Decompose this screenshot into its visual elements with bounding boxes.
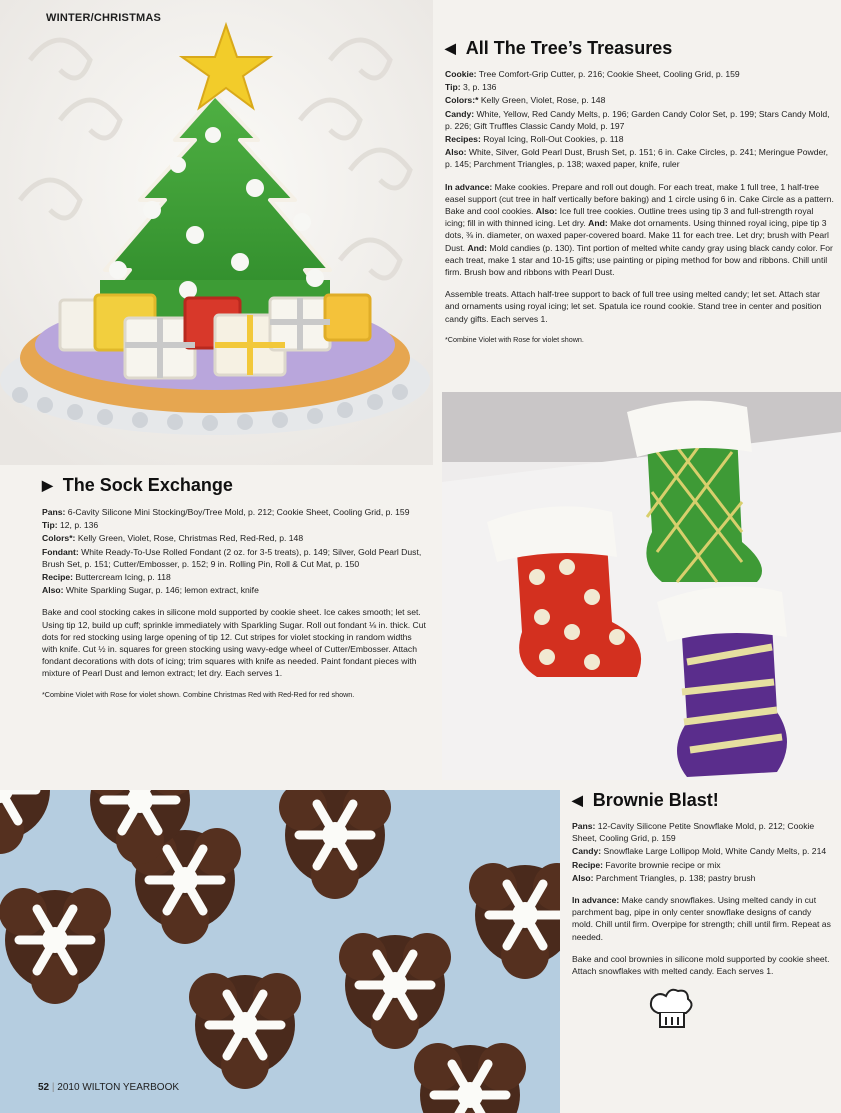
tree-cookie-photo (0, 0, 433, 465)
chef-hat-icon (646, 985, 696, 1035)
footer-divider: | (51, 1082, 58, 1093)
publication-name: 2010 WILTON YEARBOOK (57, 1082, 180, 1093)
tree-heading (445, 38, 835, 59)
spec-line: Tip: 12, p. 136 (42, 520, 99, 531)
right-arrow-icon: ▶ (42, 477, 53, 493)
brownie-heading (572, 790, 832, 811)
spec-line: Also: White, Silver, Gold Pearl Dust, Brush Set, p. 151; 6 in. Cake Circles, p. 241; Meringue Powder, p. 145; Parchment Triangles, p. 138; waxed paper, knife, ruler (445, 147, 829, 170)
spec-line: Recipe: Favorite brownie recipe or mix (572, 859, 721, 870)
stocking-photo (442, 392, 841, 780)
spec-line: Also: White Sparkling Sugar, p. 146; lemon extract, knife (42, 585, 259, 596)
section-label: WINTER/CHRISTMAS (46, 12, 162, 24)
spec-line: Also: Parchment Triangles, p. 138; pastry brush (572, 872, 756, 883)
tree-specs (445, 68, 835, 345)
brownie-photo (0, 790, 560, 1113)
spec-line: Cookie: Tree Comfort-Grip Cutter, p. 216; Cookie Sheet, Cooling Grid, p. 159 (445, 69, 740, 79)
brownie-title: Brownie Blast! (592, 790, 719, 810)
tree-assemble: Assemble treats. Attach half-tree support to back of full tree using melted candy; let set. Attach star and ornaments using royal icing; let set. Spatula ice round cookie. Stand tree in center and position candy gifts. Each serves 1. (445, 289, 822, 324)
page-number: 52 (38, 1082, 50, 1093)
left-arrow-icon: ◀ (572, 792, 583, 808)
page-footer (38, 1082, 179, 1093)
tree-title: All The Tree’s Treasures (465, 38, 673, 58)
tree-recipe (445, 38, 835, 346)
brownie-specs (572, 820, 832, 977)
spec-line: Tip: 3, p. 136 (445, 82, 497, 93)
spec-line: Candy: Snowflake Large Lollipop Mold, White Candy Melts, p. 214 (572, 846, 827, 857)
spec-line: Pans: 12-Cavity Silicone Petite Snowflake Mold, p. 212; Cookie Sheet, Cooling Grid, p. 159 (572, 821, 815, 844)
spec-line: Recipes: Royal Icing, Roll-Out Cookies, p. 118 (445, 134, 624, 145)
brownie-advance: In advance: Make candy snowflakes. Using melted candy in cut parchment bag, pipe in only center snowflake designs of candy mold. Chill until firm. Overpipe for strength; chill until firm. Repeat as needed. (572, 895, 831, 942)
sock-note: *Combine Violet with Rose for violet shown. Combine Christmas Red with Red-Red for red shown. (42, 689, 355, 699)
tree-advance: In advance: Make cookies. Prepare and roll out dough. For each treat, make 1 full tree, 1 half-tree easel support (cut tree in half vertically before baking) and 1 circle using 6 in. Cake Circle as a pattern. Bake and cool cookies. Also: Ice full tree cookies. Outline trees using tip 3 and full-strength royal icing; fill in with thinned icing. Let dry. And: Make dot ornaments. Using thinned royal icing, pipe tip 3 dots, ⅜ in. diameter, on waxed paper-covered board. Make 11 for each tree. Let dry; brush with Pearl Dust. And: Mold candies (p. 130). Tint portion of melted white candy gray using black candy color. For each treat, make 1 star and 10-15 gifts; use painting or piping method for bow and ribbons. Chill until firm. Brush bow and ribbons with Pearl Dust. (445, 181, 834, 278)
tree-note: *Combine Violet with Rose for violet shown. (445, 334, 584, 344)
spec-line: Fondant: White Ready-To-Use Rolled Fondant (2 oz. for 3-5 treats), p. 149; Silver, Gold Pearl Dust, Brush Set, p. 151; Cutter/Embosser, p. 152; 9 in. Rolling Pin, Roll & Cut Mat, p. 150 (42, 546, 422, 569)
spec-line: Colors*: Kelly Green, Violet, Rose, Christmas Red, Red-Red, p. 148 (42, 533, 304, 544)
brownie-method: Bake and cool brownies in silicone mold supported by cookie sheet. Attach snowflakes with melted candy. Each serves 1. (572, 953, 830, 977)
sock-method: Bake and cool stocking cakes in silicone mold supported by cookie sheet. Ice cakes smooth; let set. Using tip 12, build up cuff; sprinkle immediately with Sparkling Sugar. Roll out fondant ⅛ in. thick. Cut dots for red stocking using large opening of tip 12. Cut stripes for violet stocking in random widths with knife. Cut ½ in. squares for green stocking using wavy-edge wheel of Cutter/Embosser. Attach fondant decorations with dots of icing; trim squares with knife as needed. Paint fondant pieces with mixture of Pearl Dust and lemon extract; let dry. Each serves 1. (42, 607, 426, 679)
sock-specs (42, 506, 427, 700)
sock-recipe (42, 475, 427, 701)
sock-heading (42, 475, 427, 496)
brownie-recipe (572, 790, 832, 978)
left-arrow-icon: ◀ (445, 40, 456, 56)
spec-line: Colors:* Kelly Green, Violet, Rose, p. 148 (445, 95, 606, 106)
spec-line: Recipe: Buttercream Icing, p. 118 (42, 572, 171, 583)
spec-line: Candy: White, Yellow, Red Candy Melts, p. 196; Garden Candy Color Set, p. 199; Stars Candy Mold, p. 226; Gift Truffles Classic Candy Mold, p. 197 (445, 108, 830, 131)
spec-line: Pans: 6-Cavity Silicone Mini Stocking/Boy/Tree Mold, p. 212; Cookie Sheet, Cooling Grid, p. 159 (42, 507, 410, 517)
sock-title: The Sock Exchange (62, 475, 233, 495)
